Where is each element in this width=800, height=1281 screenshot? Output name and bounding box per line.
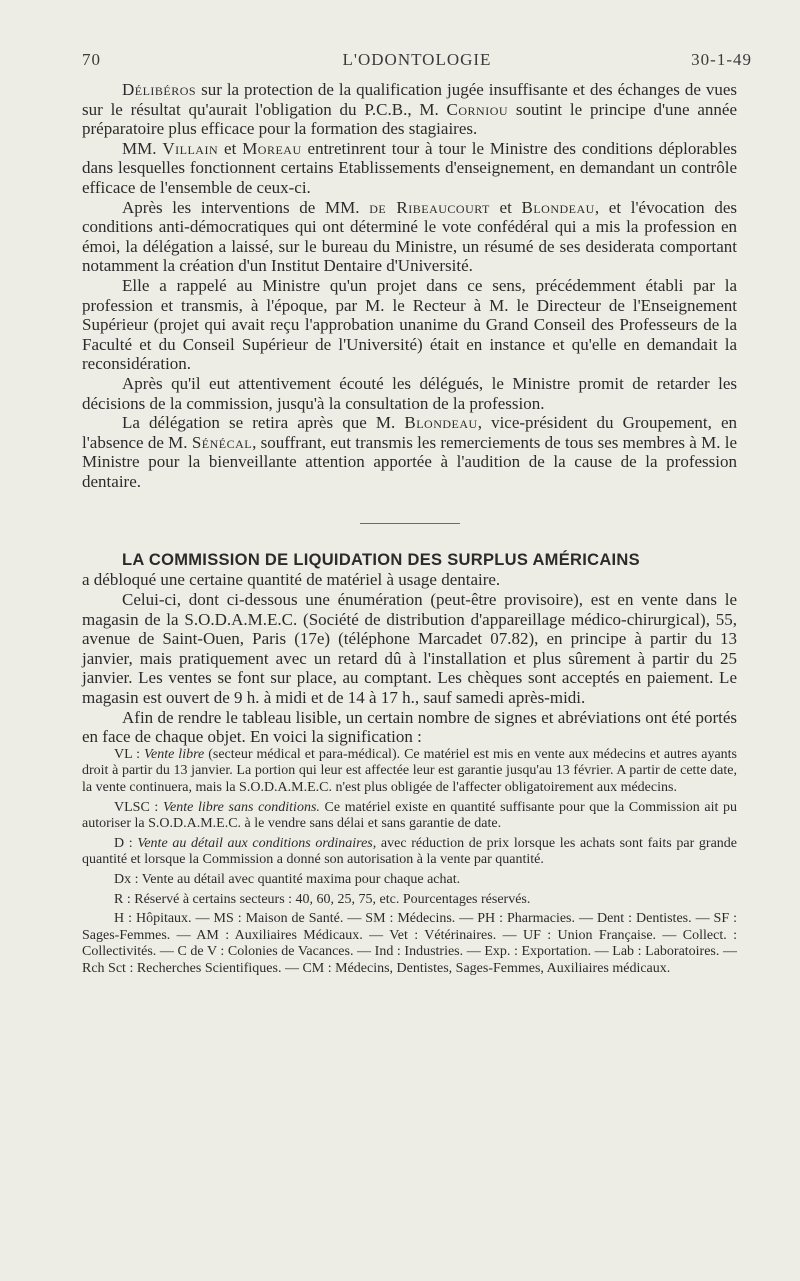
legend-text: Hôpitaux. — MS : Maison de Santé. — SM : Médecins. — PH : Pharmacies. — Dent : Dentistes. — SF : Sages-Femmes. — AM : Auxiliaires Médicaux. — Vet : Vétérinaires. — UF : Union Française. — Collect. : Collectivités. — C de V : Colonies de Vacances. — Ind : Industries. — Exp. : Exportation. — Lab : Laboratoires. — Rch Sct : Recherches Scientifiques. — CM : Médecins, Dentistes, Sages-Femmes, Auxiliaires médicaux. [82, 911, 737, 976]
legend-text: (secteur médical et para-médical). Ce matériel est mis en vente aux médecins et autres ayants droit à partir du 13 janvier. La portion qui leur est affectée leur est garantie jusqu'au 13 février. A partir de cette date, la vente continuera, mais la S.O.D.A.M.E.C. n'est plus obligée de l'affecter obligatoirement aux médecins. [82, 746, 737, 795]
article-paragraph [82, 198, 737, 276]
section-title: LA COMMISSION DE LIQUIDATION DES SURPLUS AMÉRICAINS [122, 551, 640, 570]
text-run: Elle a rappelé au Ministre qu'un projet dans ce sens, précédemment établi par la profession et transmis, à l'époque, par M. le Recteur à M. le Directeur de l'Enseignement Supérieur (projet qui avait reçu l'approbation unanime du Grand Conseil des Professeurs de la Faculté et du Conseil Supérieur de l'Université) était en instance et qu'elle en demandait la reconsidération. [82, 275, 737, 374]
article-paragraph [82, 139, 737, 198]
article-paragraph [82, 374, 737, 413]
legend-code: VLSC : [114, 799, 163, 815]
journal-title: L'ODONTOLOGIE [342, 50, 492, 69]
text-run: soutint le principe d'une année préparatoire plus efficace pour la formation des stagiaires. [82, 99, 738, 139]
text-run: , souffrant, eut transmis les remerciements de tous ses membres à M. le Ministre pour la bienveillante attention apportée à l'audition de la cause de la profession dentaire. [82, 432, 737, 491]
legend-text: Ce matériel existe en quantité suffisante pour que la Commission ait pu autoriser la S.O.D.A.M.E.C. à le vendre sans délai et sans garantie de date. [82, 799, 738, 832]
section-paragraph: Afin de rendre le tableau lisible, un certain nombre de signes et abréviations ont été portés en face de chaque objet. En voici la signification : [82, 707, 737, 747]
text-run: La délégation se retira après que M. [122, 413, 405, 433]
legend-text: Réservé à certains secteurs : 40, 60, 25, 75, etc. Pourcentages réservés. [134, 891, 531, 907]
text-run: , et l'évocation des conditions anti-démocratiques qui ont déterminé le vote confédéral qui a mis la profession en émoi, la délégation a laissé, sur le bureau du Ministre, un résumé de ses desiderata comportant notamment la création d'un Institut Dentaire d'Université. [82, 197, 737, 276]
text-run: Après qu'il eut attentivement écouté les délégués, le Ministre promit de retarder les décisions de la commission, jusqu'à la consultation de la profession. [82, 373, 737, 413]
legend-entry [82, 872, 737, 889]
person-name: Moreau [242, 138, 302, 158]
text-run: et [218, 138, 243, 158]
issue-date: 30-1-49 [691, 50, 752, 69]
legend-entry [82, 892, 737, 909]
legend-code: H : [114, 911, 136, 927]
text-run: et [489, 197, 522, 217]
section-title-continuation: a débloqué une certaine quantité de matériel à usage dentaire. [82, 570, 501, 590]
text-run: , vice-président du Groupement, en l'absence de M. [82, 413, 737, 452]
legend-label: Vente au détail aux conditions ordinaires, [137, 835, 377, 851]
abbreviation-legend [82, 747, 737, 978]
text-run: MM. [122, 138, 163, 158]
section-paragraph: Celui-ci, dont ci-dessous une énumération (peut-être provisoire), est en vente dans le magasin de la S.O.D.A.M.E.C. (Société de distribution d'appareillage médico-chirurgical), 55, avenue de Saint-Ouen, Paris (17e) (téléphone Marcadet 07.82), en principe à partir du 13 janvier, mais pratiquement avec un retard dû à l'installation et plus sûrement à partir du 25 janvier. Les ventes se font sur place, au comptant. Les chèques sont acceptés en paiement. Le magasin est ouvert de 9 h. à midi et de 14 à 17 h., sauf samedi après-midi. [82, 590, 737, 708]
article-body [82, 80, 737, 978]
text-run: sur la protection de la qualification jugée insuffisante et des échanges de vues sur le résultat qu'aurait l'obligation du P.C.B., M. [82, 80, 737, 119]
page-number: 70 [82, 50, 101, 69]
person-name: Villain [162, 138, 219, 158]
legend-entry [82, 911, 737, 977]
legend-entry [82, 800, 737, 833]
text-run: entretinrent tour à tour le Ministre des conditions déplorables dans lesquelles fonctionnent certains Etablissements d'enseignement, en demandant un contrôle efficace de l'ensemble de ceux-ci. [82, 138, 737, 197]
text-run: Après les interventions de MM. [122, 197, 370, 217]
legend-entry [82, 836, 737, 869]
person-name: Blondeau [404, 413, 478, 433]
legend-code: VL : [114, 746, 144, 762]
person-name: Délibéros [122, 80, 197, 99]
section-divider [360, 523, 460, 524]
person-name: Blondeau [521, 197, 595, 217]
person-name: de Ribeaucourt [369, 197, 490, 217]
legend-entry [82, 747, 737, 797]
legend-code: D : [114, 835, 138, 851]
article-paragraph [82, 276, 737, 374]
article-paragraph [82, 80, 737, 139]
article-paragraph [82, 413, 737, 491]
person-name: Corniou [446, 99, 509, 119]
legend-label: Vente libre sans conditions. [162, 799, 320, 815]
article-paragraphs [82, 80, 737, 491]
legend-text: avec réduction de prix lorsque les achats sont faits par grande quantité et lorsque la Commission a donné son autorisation à la vente par quantité. [82, 835, 738, 868]
legend-text: Vente au détail avec quantité maxima pour chaque achat. [141, 871, 461, 887]
legend-code: R : [114, 891, 135, 907]
person-name: Sénécal [191, 432, 253, 452]
legend-label: Vente libre [144, 746, 205, 762]
legend-code: Dx : [114, 871, 142, 887]
